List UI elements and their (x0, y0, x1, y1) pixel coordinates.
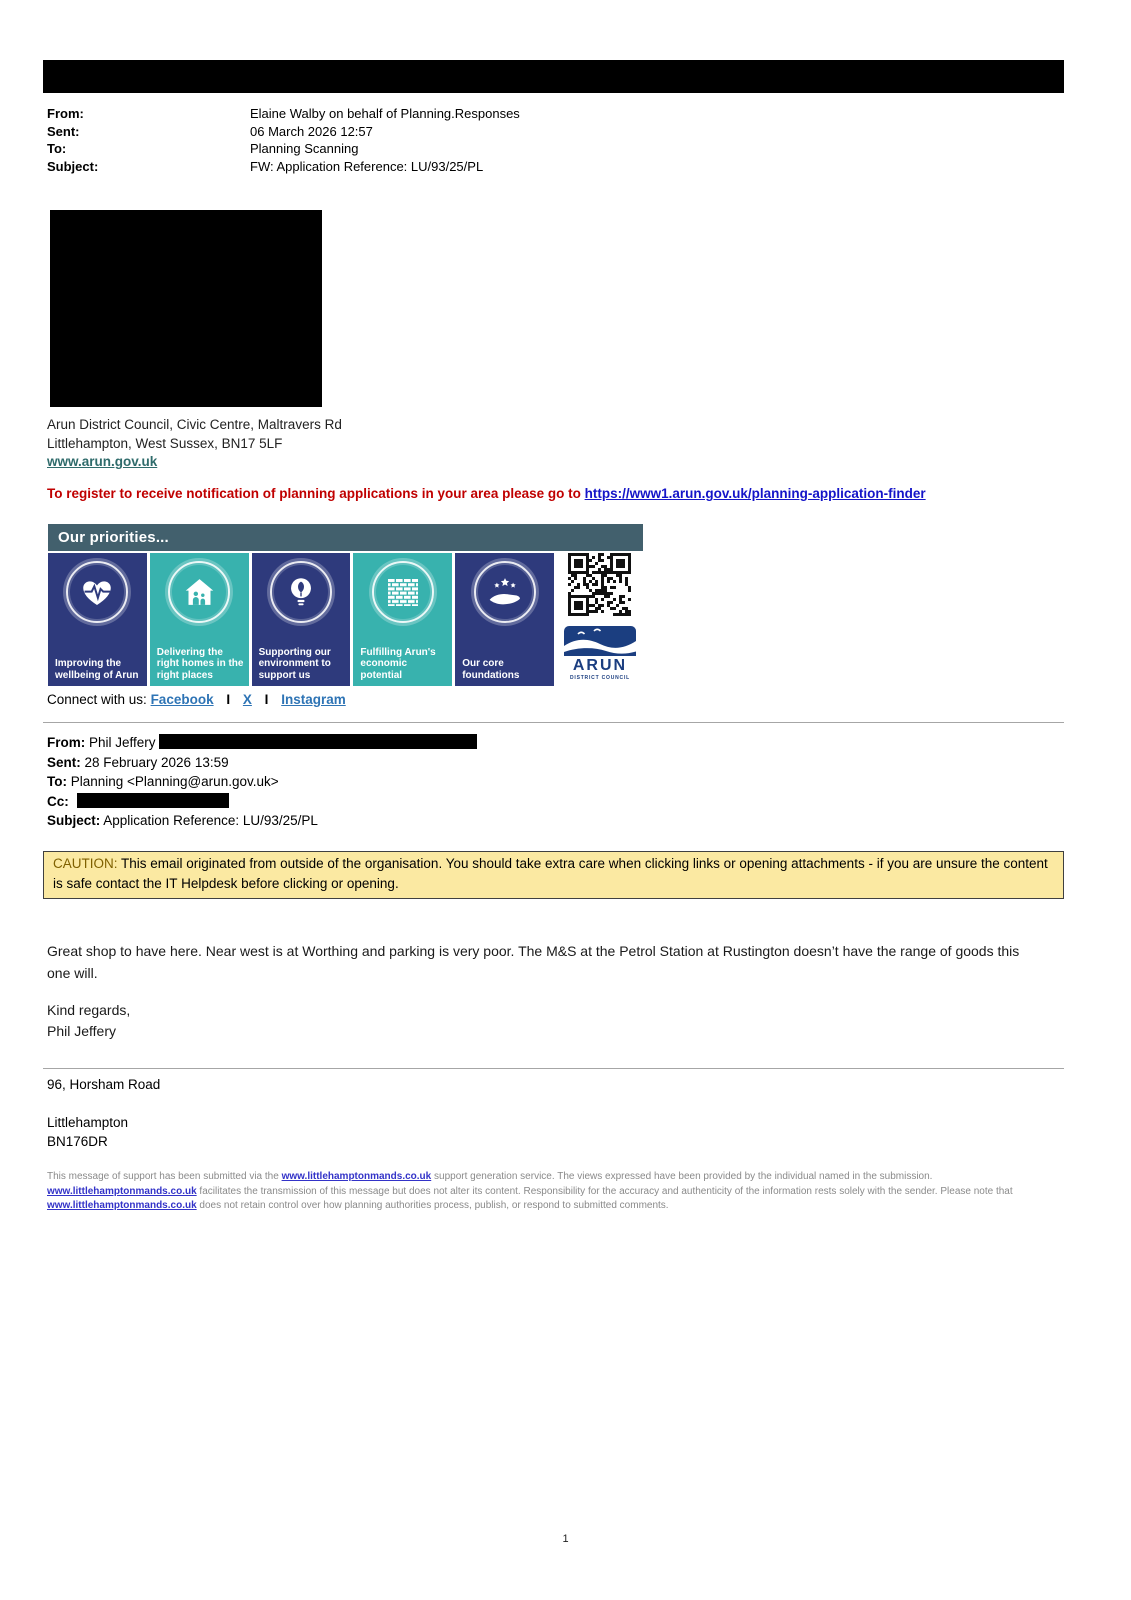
sent-label: Sent: (47, 754, 81, 770)
subject-label: Subject: (47, 158, 99, 174)
signoff-block (47, 1000, 130, 1041)
link-separator: I (226, 692, 231, 707)
to-value: Planning Scanning (250, 141, 359, 157)
signoff-text: Kind regards, (47, 1002, 131, 1018)
x-link[interactable]: X (242, 692, 252, 707)
subject-value: FW: Application Reference: LU/93/25/PL (250, 158, 484, 174)
sender-address-line3: BN176DR (47, 1134, 108, 1149)
link-separator: I (264, 692, 269, 707)
disclaimer-text: This message of support has been submitted via the (47, 1171, 282, 1182)
header-row-sent (47, 123, 520, 141)
arun-logo (557, 624, 643, 686)
priority-tile-label: Our core foundations (462, 658, 520, 681)
priorities-tiles (48, 553, 643, 686)
header-row-to (47, 140, 520, 158)
page-number: 1 (562, 1533, 569, 1545)
redaction-cc (77, 793, 229, 808)
council-address-line2: Littlehampton, West Sussex, BN17 5LF (47, 435, 283, 451)
from-label: From: (47, 735, 86, 750)
priority-tile-label: Supporting our environment to support us (258, 646, 331, 681)
wave-birds-icon (564, 626, 636, 656)
priority-tile-foundations (455, 553, 554, 686)
priority-tile-environment (252, 553, 351, 686)
priority-tile-label: Fulfilling Arun's economic potential (360, 646, 436, 681)
instagram-link[interactable]: Instagram (281, 692, 346, 707)
priority-tile-economic (353, 553, 452, 686)
priority-tile-label: Delivering the right homes in the right places (156, 646, 244, 681)
council-address-line1: Arun District Council, Civic Centre, Maltravers Rd (47, 417, 342, 432)
brick-wall-icon (372, 561, 434, 623)
planning-finder-link[interactable]: https://www1.arun.gov.uk/planning-application-finder (584, 486, 926, 501)
to-label: To: (47, 141, 67, 157)
banner-side-column (557, 553, 643, 686)
register-text: To register to receive notification of planning applications in your area please go to (47, 486, 585, 501)
sent-value: 28 February 2026 13:59 (80, 754, 229, 770)
subject-value: Application Reference: LU/93/25/PL (100, 813, 318, 829)
disclaimer-text: does not retain control over how planning authorities process, publish, or respond to submitted comments. (196, 1200, 669, 1212)
home-family-icon (168, 561, 230, 623)
priorities-banner (48, 524, 643, 686)
council-address-block (47, 416, 342, 472)
arun-logo-title: ARUN (572, 657, 628, 674)
header-row-cc (47, 792, 477, 812)
bulb-leaf-icon (270, 561, 332, 623)
facebook-link[interactable]: Facebook (150, 692, 214, 707)
disclaimer-text: support generation service. The views expressed have been provided by the individual named in the submission. (431, 1171, 933, 1182)
from-label: From: (47, 106, 84, 121)
redaction-bar-top (43, 60, 1064, 93)
priority-tile-homes (150, 553, 249, 686)
subject-label: Subject: (47, 813, 101, 829)
divider (43, 1068, 1064, 1069)
sender-address-line1: 96, Horsham Road (47, 1077, 161, 1092)
arun-website-link[interactable]: www.arun.gov.uk (47, 454, 158, 470)
header-row-from (47, 733, 477, 753)
submission-disclaimer (47, 1170, 1039, 1214)
caution-text: This email originated from outside of the organisation. You should take extra care when clicking links or opening attachments - if you are unsure the content is safe contact the IT Helpdesk before clicking or opening. (53, 856, 1048, 891)
from-value: Phil Jeffery (85, 735, 156, 750)
sender-address-line2: Littlehampton (47, 1115, 129, 1130)
arun-logo-subtitle: DISTRICT COUNCIL (569, 675, 630, 681)
header-row-sent (47, 753, 477, 773)
header-row-from (47, 105, 520, 123)
header-row-subject (47, 158, 520, 176)
priority-tile-wellbeing (48, 553, 147, 686)
from-value: Elaine Walby on behalf of Planning.Responses (250, 106, 520, 121)
caution-banner (43, 851, 1064, 899)
to-label: To: (47, 774, 67, 790)
hand-stars-icon (474, 561, 536, 623)
forwarded-email-header (47, 105, 520, 175)
redaction-signature-image (50, 210, 322, 407)
caution-label: CAUTION: (53, 856, 118, 871)
register-notice (47, 486, 1087, 501)
header-row-to (47, 772, 477, 792)
header-row-subject (47, 811, 477, 831)
priorities-title: Our priorities... (48, 524, 643, 551)
disclaimer-link-1[interactable]: www.littlehamptonmands.co.uk (281, 1171, 432, 1182)
priority-tile-label: Improving the wellbeing of Arun (55, 658, 139, 681)
cc-label: Cc: (47, 793, 69, 809)
sent-value: 06 March 2026 12:57 (250, 123, 373, 139)
divider (43, 722, 1064, 723)
qr-code-pattern (568, 553, 631, 621)
sent-label: Sent: (47, 123, 80, 139)
heart-pulse-icon (66, 561, 128, 623)
redaction-from-email (159, 734, 477, 749)
sender-name: Phil Jeffery (47, 1022, 116, 1039)
qr-code (557, 553, 643, 621)
connect-with-us (47, 692, 346, 707)
message-body: Great shop to have here. Near west is at Worthing and parking is very poor. The M&S at the Petrol Station at Rustington doesn’t have the range of goods this one will. (47, 943, 1020, 981)
disclaimer-text: facilitates the transmission of this message but does not alter its content. Responsibility for the accuracy and authenticity of the information rests solely with the sender. Please note that (196, 1185, 1013, 1197)
disclaimer-link-3[interactable]: www.littlehamptonmands.co.uk (47, 1200, 197, 1212)
original-email-header (47, 733, 477, 831)
to-value: Planning <Planning@arun.gov.uk> (67, 774, 279, 790)
disclaimer-link-2[interactable]: www.littlehamptonmands.co.uk (47, 1185, 197, 1197)
connect-label: Connect with us: (47, 692, 151, 707)
